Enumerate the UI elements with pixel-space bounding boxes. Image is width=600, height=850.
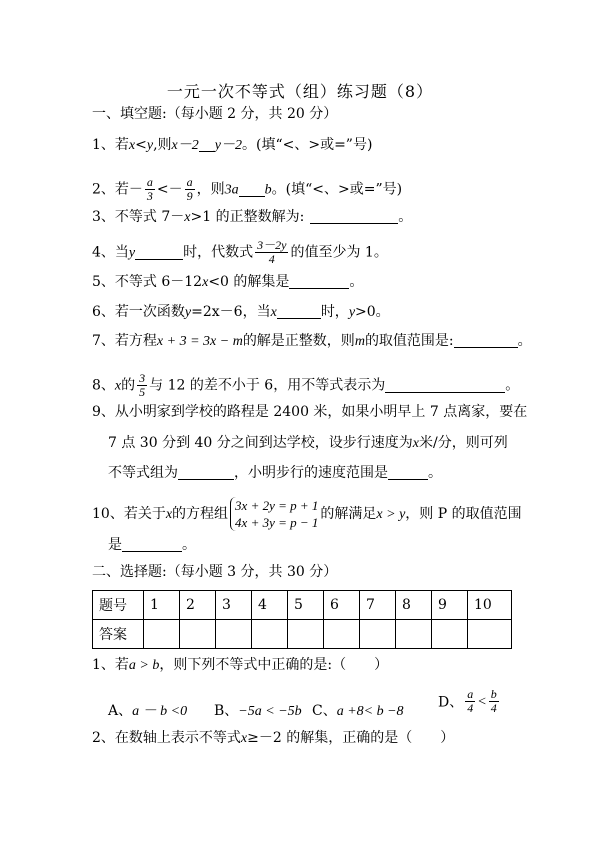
question-10-line-2: 是 。: [108, 537, 196, 553]
choice-question-1: 1、若a > b，则下列不等式中正确的是:（ ）: [92, 657, 389, 673]
answer-cell[interactable]: [432, 620, 468, 649]
table-cell: 9: [432, 591, 468, 620]
table-cell: 题号: [93, 591, 144, 620]
answer-cell[interactable]: [144, 620, 180, 649]
question-6: 6、若一次函数y=2x－6，当x 时，y>0。: [92, 304, 390, 320]
table-cell: 3: [216, 591, 252, 620]
question-7: 7、若方程x + 3 = 3x − m的解是正整数，则m的取值范围是: 。: [92, 333, 532, 349]
answer-cell[interactable]: [252, 620, 288, 649]
question-9-line-3: 不等式组为 ，小明步行的速度范围是 。: [108, 465, 442, 481]
question-2: 2、若－ $\frac{a}{3}$ <－ $\frac{a}{9}$ ，则3a b。(填“<、>或=”号): [92, 175, 403, 203]
question-10: 10、若关于x的方程组 3x + 2y = p + 1 4x + 3y = p − 1 的解满足x > y，则 P 的取值范围: [92, 498, 522, 530]
answer-blank[interactable]: [199, 137, 215, 152]
question-5: 5、不等式 6－12x<0 的解集是 。: [92, 274, 364, 290]
option-b[interactable]: B、−5a < −5b: [214, 703, 302, 719]
answer-table: [92, 590, 512, 649]
table-cell: 5: [288, 591, 324, 620]
page-title: 一元一次不等式（组）练习题（8）: [166, 82, 434, 101]
answer-blank[interactable]: [239, 182, 265, 197]
table-cell: 6: [324, 591, 360, 620]
table-cell: 答案: [93, 620, 144, 649]
table-cell: 8: [396, 591, 432, 620]
answer-cell[interactable]: [216, 620, 252, 649]
section-2-heading: 二、选择题:（每小题 3 分，共 30 分）: [92, 564, 338, 580]
answer-blank[interactable]: [135, 245, 183, 260]
choice-question-2: 2、在数轴上表示不等式x≥－2 的解集，正确的是（ ）: [92, 730, 455, 746]
answer-blank[interactable]: [385, 378, 505, 393]
table-cell: 7: [360, 591, 396, 620]
section-1-heading: 一、填空题:（每小题 2 分，共 20 分）: [92, 106, 338, 122]
answer-blank[interactable]: [388, 465, 428, 480]
answer-cell[interactable]: [288, 620, 324, 649]
answer-cell[interactable]: [396, 620, 432, 649]
table-cell: 1: [144, 591, 180, 620]
table-cell: 4: [252, 591, 288, 620]
option-a[interactable]: A、a － b <0: [108, 703, 188, 719]
table-cell: 10: [468, 591, 512, 620]
answer-cell[interactable]: [360, 620, 396, 649]
answer-cell[interactable]: [180, 620, 216, 649]
option-d[interactable]: D、 $\frac{a}{4}$ < $\frac{b}{4}$: [438, 687, 497, 715]
answer-blank[interactable]: [277, 304, 321, 319]
question-4: 4、当y 时，代数式 $\frac{3-2y}{4}$ 的值至少为 1。: [92, 238, 388, 266]
answer-cell[interactable]: [324, 620, 360, 649]
answer-blank[interactable]: [310, 209, 398, 224]
answer-blank[interactable]: [454, 333, 518, 348]
question-9-line-2: 7 点 30 分到 40 分之间到达学校，设步行速度为x米/分，则可列: [108, 435, 508, 451]
table-cell: 2: [180, 591, 216, 620]
answer-blank[interactable]: [178, 465, 234, 480]
question-9-line-1: 9、从小明家到学校的路程是 2400 米，如果小明早上 7 点离家，要在: [92, 404, 528, 420]
option-c[interactable]: C、a +8< b −8: [312, 703, 404, 719]
question-1: 1、若x<y,则x－2 y－2。(填“<、>或=”号): [92, 137, 373, 153]
table-row: [93, 620, 512, 649]
answer-blank[interactable]: [289, 274, 349, 289]
answer-blank[interactable]: [122, 537, 182, 552]
question-3: 3、不等式 7－x>1 的正整数解为: 。: [92, 209, 413, 225]
table-row: [93, 591, 512, 620]
equation-system: 3x + 2y = p + 1 4x + 3y = p − 1: [230, 497, 318, 531]
answer-cell[interactable]: [468, 620, 512, 649]
question-8: 8、x的 $\frac{3}{5}$ 与 12 的差不小于 6，用不等式表示为 。: [92, 371, 520, 399]
